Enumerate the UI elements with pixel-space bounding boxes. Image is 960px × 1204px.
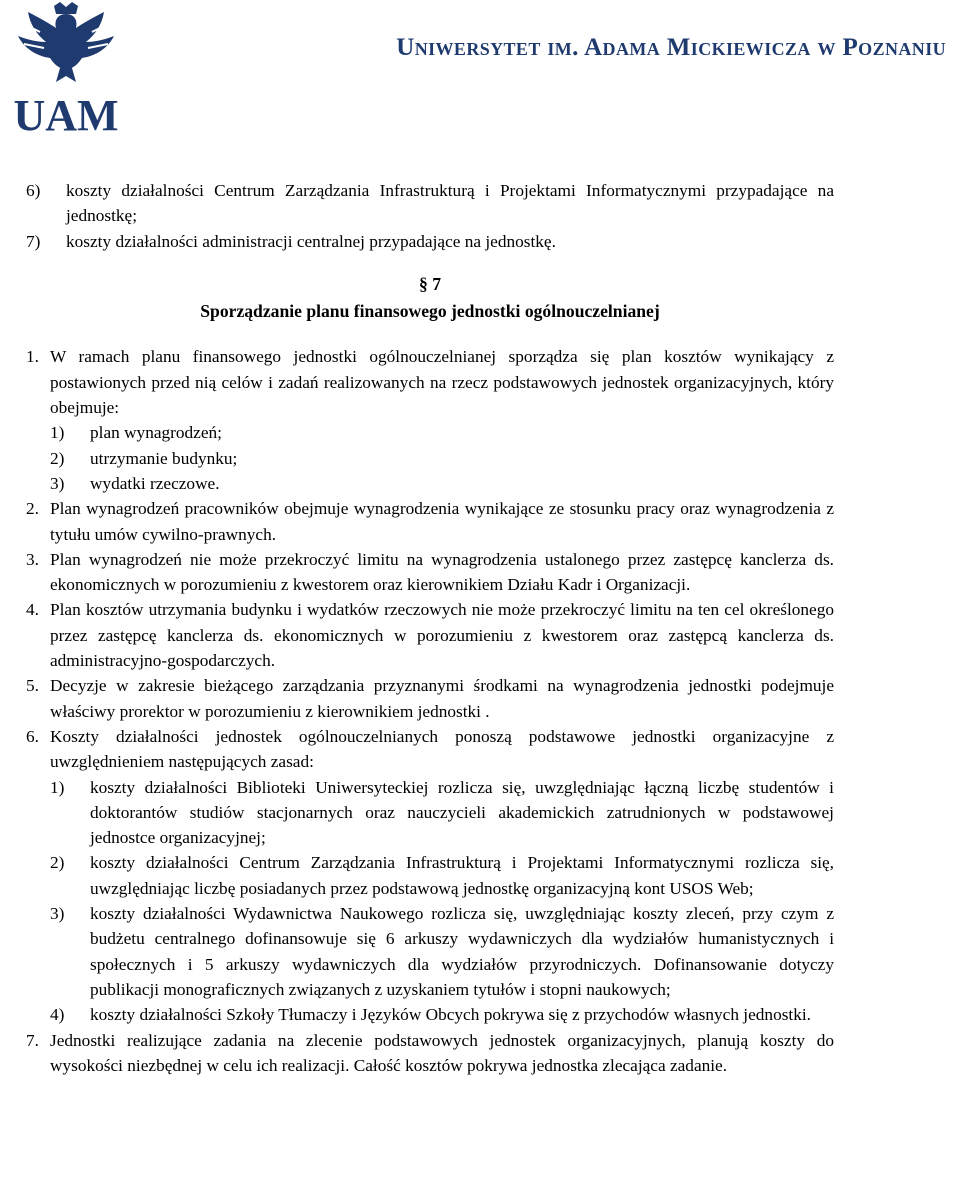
list-item (50, 420, 834, 445)
paragraph (26, 496, 834, 547)
paragraph (26, 344, 834, 420)
list-item-number: 1) (50, 423, 65, 443)
paragraph-text: Jednostki realizujące zadania na zlecenie podstawowych jednostek organizacyjnych, planują koszty do wysokości niezbędnej w celu ich realizacji. Całość kosztów pokrywa jednostka zlecająca zadanie. (50, 1030, 834, 1075)
paragraph-number: 5. (26, 676, 39, 696)
list-item-number: 6) (26, 181, 41, 200)
paragraph (26, 547, 834, 598)
paragraph-text: W ramach planu finansowego jednostki ogólnouczelnianej sporządza się plan kosztów wynikający z postawionych przed nią celów i zadań realizowanych na rzecz podstawowych jednostek organizacyjnych, który obejmuje: (50, 347, 834, 418)
section-sign: § 7 (419, 273, 441, 294)
list-item-text: koszty działalności Centrum Zarządzania Infrastrukturą i Projektami Informatycznymi przypadające na jednostkę; (66, 181, 834, 226)
list-item (50, 446, 834, 471)
paragraph-number: 7. (26, 1030, 39, 1050)
list-item-number: 2) (50, 448, 65, 468)
list-item-number: 2) (50, 853, 65, 873)
paragraph (26, 597, 834, 673)
paragraph-number: 6. (26, 726, 39, 746)
paragraph-text: Decyzje w zakresie bieżącego zarządzania przyznanymi środkami na wynagrodzenia jednostki podejmuje właściwy prorektor w porozumieniu z kierownikiem jednostki . (50, 676, 834, 721)
list-item-text: plan wynagrodzeń; (90, 423, 222, 443)
university-name: Uniwersytet im. Adama Mickiewicza w Poznaniu (396, 34, 946, 61)
paragraph-text: Plan wynagrodzeń pracowników obejmuje wynagrodzenia wynikające ze stosunku pracy oraz wynagrodzenia z tytułu umów cywilno-prawnych. (50, 499, 834, 544)
list-item-number: 7) (26, 231, 41, 251)
paragraph-number: 1. (26, 347, 39, 367)
paragraph (26, 1028, 834, 1079)
paragraph-number: 4. (26, 600, 39, 620)
document-body (26, 178, 834, 1078)
list-item-text: koszty działalności administracji centralnej przypadające na jednostkę. (66, 231, 556, 251)
list-item (50, 1002, 834, 1027)
list-item (26, 178, 834, 229)
list-item (50, 901, 834, 1002)
paragraph-number: 3. (26, 549, 39, 569)
list-item-text: koszty działalności Szkoły Tłumaczy i Języków Obcych pokrywa się z przychodów własnych jednostki. (90, 1005, 811, 1025)
list-item-number: 4) (50, 1005, 65, 1025)
list-item (50, 471, 834, 496)
section-title: Sporządzanie planu finansowego jednostki ogólnouczelnianej (200, 301, 660, 322)
paragraph-number: 2. (26, 499, 39, 519)
list-item-text: wydatki rzeczowe. (90, 473, 220, 493)
list-item-text: koszty działalności Biblioteki Uniwersyteckiej rozlicza się, uwzględniając łączną liczbę studentów i doktorantów studiów stacjonarnych oraz nauczycieli akademickich zatrudnionych w podstawowej jednostce organizacyjnej; (90, 777, 834, 848)
list-item (50, 775, 834, 851)
list-item-number: 3) (50, 473, 65, 493)
list-item-text: koszty działalności Centrum Zarządzania Infrastrukturą i Projektami Informatycznymi rozlicza się, uwzględniając liczbę posiadanych przez podstawową jednostkę organizacyjną kont USOS Web; (90, 853, 834, 898)
paragraph-text: Koszty działalności jednostek ogólnouczelnianych ponoszą podstawowe jednostki organizacyjne z uwzględnieniem następujących zasad: (50, 726, 834, 772)
eagle-crest-icon (10, 2, 122, 134)
list-item (50, 850, 834, 901)
paragraph-text: Plan wynagrodzeń nie może przekroczyć limitu na wynagrodzenia ustalonego przez zastępcę kanclerza ds. ekonomicznych w porozumieniu z kwestorem oraz kierownikiem Działu Kadr i Organizacji. (50, 549, 834, 595)
list-item-text: koszty działalności Wydawnictwa Naukowego rozlicza się, uwzględniając koszty zleceń, przy czym z budżetu centralnego dofinansowuje się 6 arkuszy wydawniczych dla wydziałów humanistycznych i społecznych i 5 arkuszy wydawniczych dla wydziałów przyrodniczych. Dofinansowanie dotyczy publikacji monograficznych związanych z uzyskaniem tytułów i stopni naukowych; (90, 904, 834, 999)
paragraph (26, 673, 834, 724)
list-item (26, 229, 834, 254)
paragraph-text: Plan kosztów utrzymania budynku i wydatków rzeczowych nie może przekroczyć limitu na ten cel określonego przez zastępcę kanclerza ds. ekonomicznych w porozumieniu z kwestorem oraz zastępcą kanclerza ds. administracyjno-gospodarczych. (50, 600, 834, 671)
list-item-number: 3) (50, 904, 65, 924)
paragraph (26, 724, 834, 775)
list-item-number: 1) (50, 777, 65, 797)
list-item-text: utrzymanie budynku; (90, 448, 238, 468)
section-heading (26, 272, 834, 325)
university-logo (10, 2, 122, 134)
logo-text: UAM (13, 91, 119, 134)
